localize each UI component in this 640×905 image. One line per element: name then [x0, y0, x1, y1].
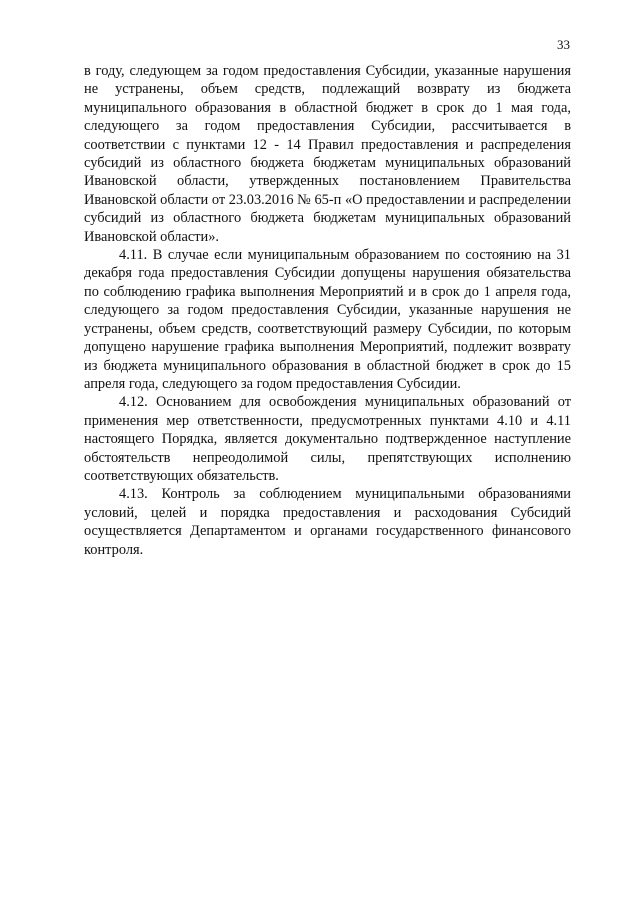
- paragraph-4-12: 4.12. Основанием для освобождения муниципальных образований от применения мер ответственности, предусмотренных пунктами 4.10 и 4.11 настоящего Порядка, является документально подтвержденное наступление обстоятельств непреодолимой силы, препятствующих исполнению соответствующих обязательств.: [84, 394, 571, 484]
- paragraph-4-11: 4.11. В случае если муниципальным образованием по состоянию на 31 декабря года предоставления Субсидии допущены нарушения обязательства по соблюдению графика выполнения Мероприятий и в срок до 1 апреля года, следующего за годом предоставления Субсидии, указанные нарушения не устранены, объем средств, соответствующий размеру Субсидии, по которым допущено нарушение графика выполнения Мероприятий, подлежит возврату из бюджета муниципального образования в областной бюджет в срок до 15 апреля года, следующего за годом предоставления Субсидии.: [84, 247, 571, 392]
- document-body: [84, 62, 571, 559]
- page-number: 33: [557, 37, 570, 52]
- paragraph-4-13: 4.13. Контроль за соблюдением муниципальными образованиями условий, целей и порядка предоставления и расходования Субсидий осуществляется Департаментом и органами государственного финансового контроля.: [84, 486, 571, 558]
- paragraph-continuation: в году, следующем за годом предоставления Субсидии, указанные нарушения не устранены, объем средств, подлежащий возврату из бюджета муниципального образования в областной бюджет в срок до 1 мая года, следующего за годом предоставления Субсидии, рассчитывается в соответствии с пунктами 12 - 14 Правил предоставления и распределения субсидий из областного бюджета бюджетам муниципальных образований Ивановской области, утвержденных постановлением Правительства Ивановской области от 23.03.2016 № 65-п «О предоставлении и распределении субсидий из областного бюджета бюджетам муниципальных образований Ивановской области».: [84, 63, 571, 245]
